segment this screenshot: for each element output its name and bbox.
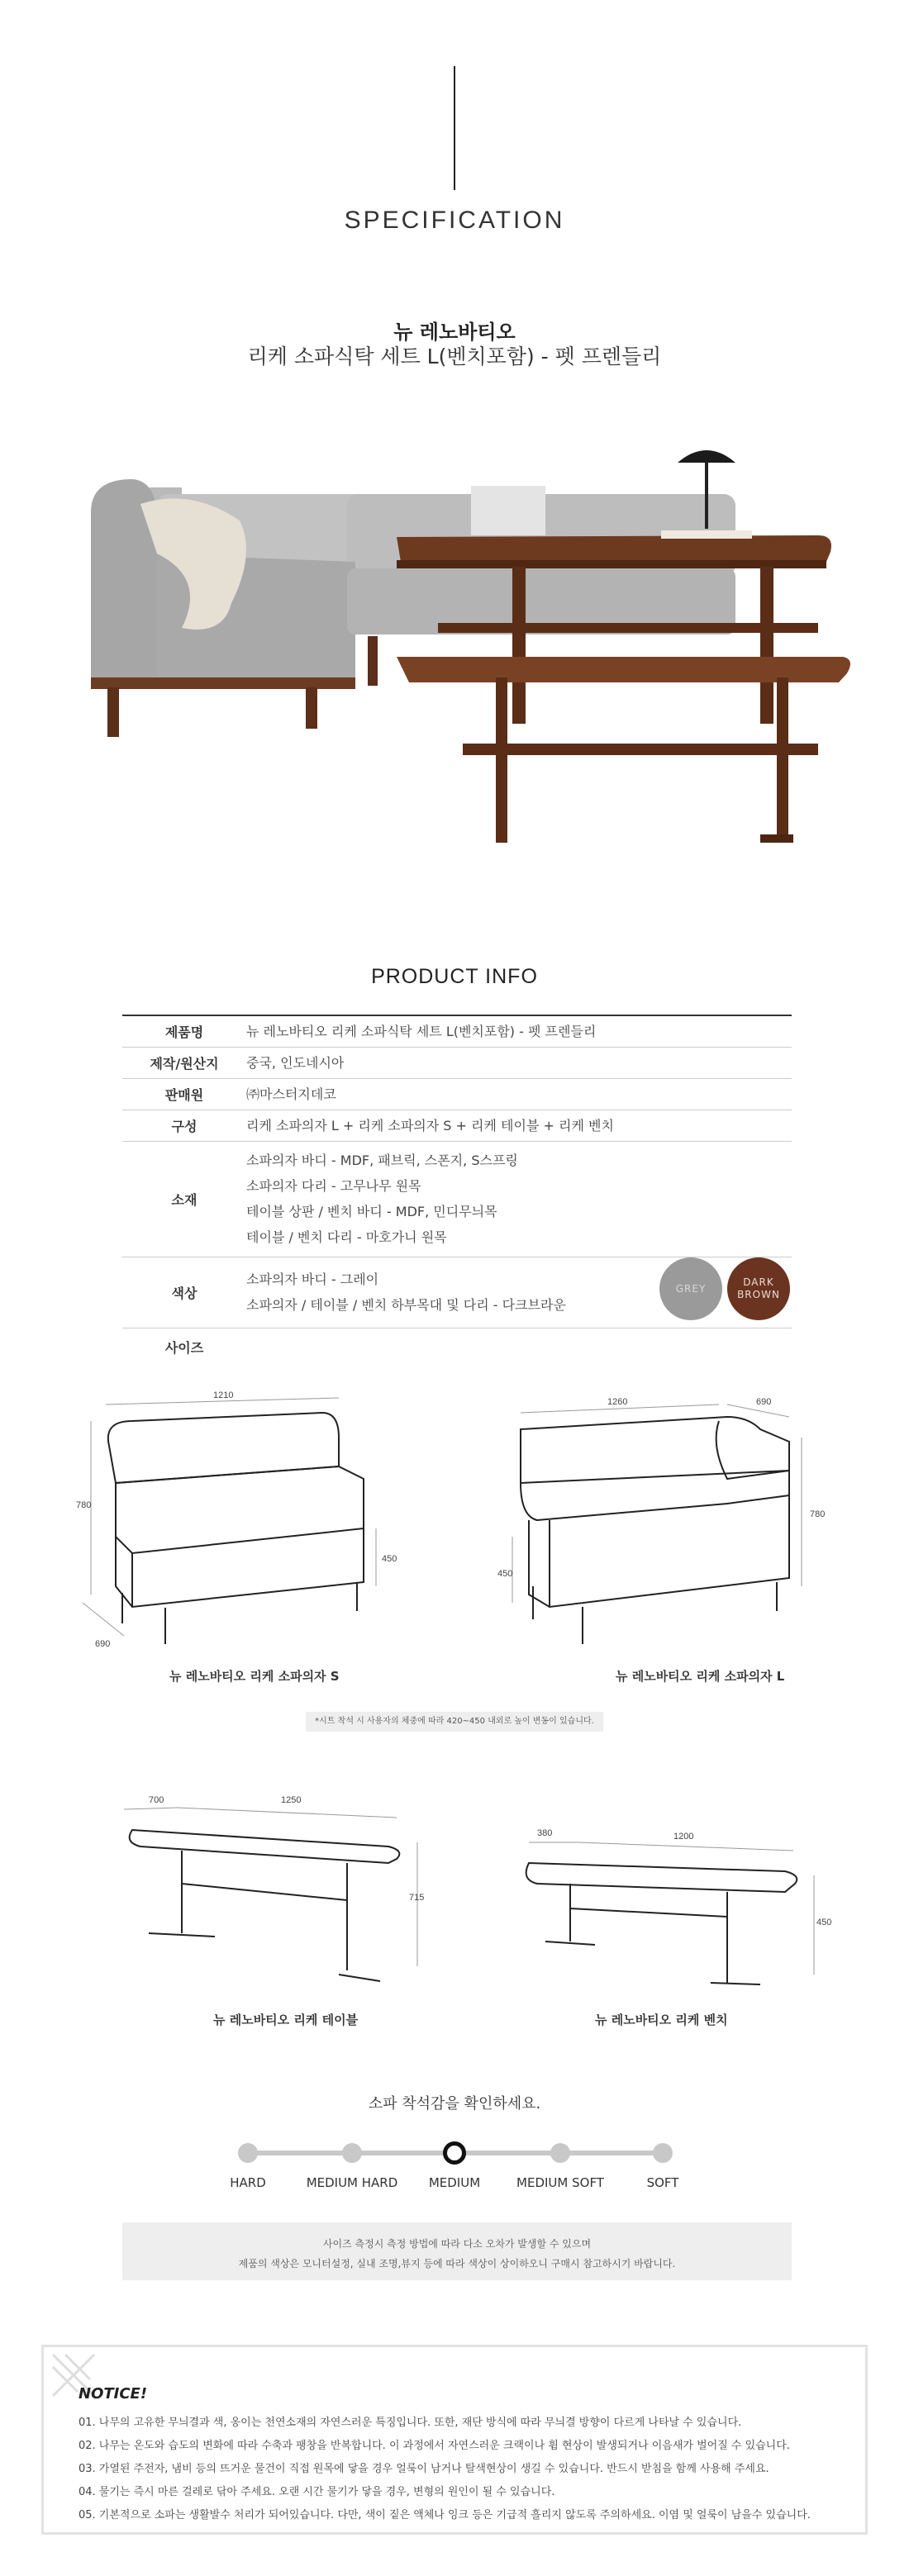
seat-height-note: *시트 착석 시 사용자의 체중에 따라 420~450 내외로 높이 변동이 있습니다. (306, 1712, 603, 1732)
notice-list (79, 2412, 811, 2527)
dim-sofa-l-depth: 690 (756, 1397, 772, 1407)
dimension-drawings (0, 1371, 909, 2032)
product-photo (83, 430, 859, 867)
firmness-dot-medium-soft (550, 2143, 570, 2163)
table-row (122, 1110, 792, 1141)
notice-title: NOTICE! (79, 2385, 148, 2403)
row-value: 소파의자 다리 - 고무나무 원목 (246, 1178, 421, 1194)
row-key: 제품명 (122, 1015, 246, 1047)
table-row (122, 1047, 792, 1078)
dim-bench-height: 450 (816, 1918, 832, 1927)
dim-sofa-l-seat: 450 (497, 1569, 513, 1579)
spec-title: SPECIFICATION (344, 207, 565, 234)
firmness-dot-medium (443, 2141, 466, 2165)
table-row (122, 1328, 792, 1366)
dim-bench-depth: 380 (537, 1828, 553, 1838)
firmness-dot-soft (653, 2143, 673, 2163)
firmness-dot-medium-hard (342, 2143, 362, 2163)
swatch-dark-brown (727, 1257, 790, 1320)
firmness-label-hard: HARD (230, 2175, 266, 2190)
dim-table-height: 715 (409, 1893, 425, 1903)
sofa-s-drawing (108, 1413, 364, 1644)
table-row (122, 1015, 792, 1047)
dim-sofa-s-width: 1210 (213, 1390, 234, 1400)
list-item: 01. 나무의 고유한 무늬결과 색, 옹이는 천연소재의 자연스러운 특징입니다. 또한, 재단 방식에 따라 무늬결 방향이 다르게 나타날 수 있습니다. (79, 2417, 742, 2429)
row-value: 리케 소파의자 L + 리케 소파의자 S + 리케 테이블 + 리케 벤치 (246, 1117, 614, 1134)
row-value: ㈜마스터지데코 (246, 1086, 336, 1102)
row-key: 색상 (122, 1257, 246, 1328)
dim-table-depth: 700 (149, 1795, 164, 1805)
firmness-label-medium: MEDIUM (428, 2175, 481, 2190)
product-name: 리케 소파식탁 세트 L(벤치포함) - 펫 프렌들리 (247, 345, 662, 368)
row-value: 뉴 레노바티오 리케 소파식탁 세트 L(벤치포함) - 펫 프렌들리 (246, 1023, 597, 1039)
notice-box (41, 2345, 868, 2535)
row-key: 제작/원산지 (122, 1047, 246, 1078)
row-value: 중국, 인도네시아 (246, 1054, 345, 1071)
disclaimer-line: 제품의 색상은 모니터설정, 실내 조명,뷰지 등에 따라 색상이 상이하오니 구매시 참고하시기 바랍니다. (238, 2258, 676, 2269)
row-key: 소재 (122, 1141, 246, 1257)
dim-table-width: 1250 (281, 1795, 302, 1805)
list-item: 04. 물기는 즉시 마른 걸레로 닦아 주세요. 오랜 시간 물기가 닿을 경우, 변형의 원인이 될 수 있습니다. (79, 2486, 555, 2498)
firmness-label-soft: SOFT (646, 2175, 679, 2190)
table-row (122, 1141, 792, 1257)
firmness-label-medium-hard: MEDIUM HARD (306, 2175, 398, 2190)
swatch-grey (659, 1257, 722, 1320)
divider-line (454, 66, 455, 190)
dim-sofa-s-height: 780 (76, 1500, 92, 1510)
row-key: 구성 (122, 1110, 246, 1141)
firmness-dot-hard (238, 2143, 258, 2163)
firmness-title: 소파 착석감을 확인하세요. (368, 2095, 541, 2113)
caption-sofa-l: 뉴 레노바티오 리케 소파의자 L (616, 1669, 785, 1684)
dim-sofa-l-height: 780 (810, 1509, 826, 1519)
caption-sofa-s: 뉴 레노바티오 리케 소파의자 S (169, 1669, 340, 1684)
brand-name: 뉴 레노바티오 (393, 321, 516, 344)
table-row (122, 1078, 792, 1110)
disclaimer-line: 사이즈 측정시 측정 방법에 따라 다소 오차가 발생할 수 있으며 (322, 2238, 592, 2250)
swatch-label: DARK BROWN (737, 1276, 780, 1300)
disclaimer-box (122, 2222, 792, 2280)
dim-bench-width: 1200 (673, 1832, 694, 1842)
table-drawing (130, 1830, 400, 1981)
firmness-label-medium-soft: MEDIUM SOFT (516, 2175, 604, 2190)
bench-drawing (526, 1863, 797, 1984)
row-value: 테이블 / 벤치 다리 - 마호가니 원목 (246, 1229, 447, 1245)
product-info-title: PRODUCT INFO (371, 965, 538, 988)
dim-sofa-l-width: 1260 (607, 1397, 628, 1407)
row-value: 테이블 상판 / 벤치 바디 - MDF, 민디무늬목 (246, 1204, 497, 1219)
row-key: 사이즈 (164, 1339, 204, 1356)
list-item: 03. 가열된 주전자, 냄비 등의 뜨거운 물건이 직접 원목에 닿을 경우 얼룩이 남거나 탈색현상이 생길 수 있습니다. 반드시 받침을 함께 사용해 주세요. (79, 2463, 769, 2475)
row-key: 판매원 (122, 1078, 246, 1110)
sofa-l-drawing (521, 1417, 789, 1644)
list-item: 02. 나무는 온도와 습도의 변화에 따라 수축과 팽창을 반복합니다. 이 과정에서 자연스러운 크랙이나 휨 현상이 발생되거나 이음새가 벌어질 수 있습니다. (79, 2440, 790, 2452)
dim-sofa-s-depth: 690 (95, 1639, 111, 1649)
row-value: 소파의자 / 테이블 / 벤치 하부목대 및 다리 - 다크브라운 (246, 1297, 566, 1313)
row-value: 소파의자 바디 - MDF, 패브릭, 스폰지, S스프링 (246, 1153, 518, 1168)
row-value: 소파의자 바디 - 그레이 (246, 1271, 379, 1287)
swatch-label: GREY (675, 1282, 707, 1295)
caption-table: 뉴 레노바티오 리케 테이블 (213, 2013, 359, 2027)
list-item: 05. 기본적으로 소파는 생활발수 처리가 되어있습니다. 다만, 색이 짙은 액체나 잉크 등은 기급적 흘리지 않도록 주의하세요. 이염 및 얼룩이 남을수 있습니다. (79, 2509, 811, 2521)
caption-bench: 뉴 레노바티오 리케 벤치 (595, 2013, 728, 2027)
dim-sofa-s-seat: 450 (382, 1554, 397, 1564)
